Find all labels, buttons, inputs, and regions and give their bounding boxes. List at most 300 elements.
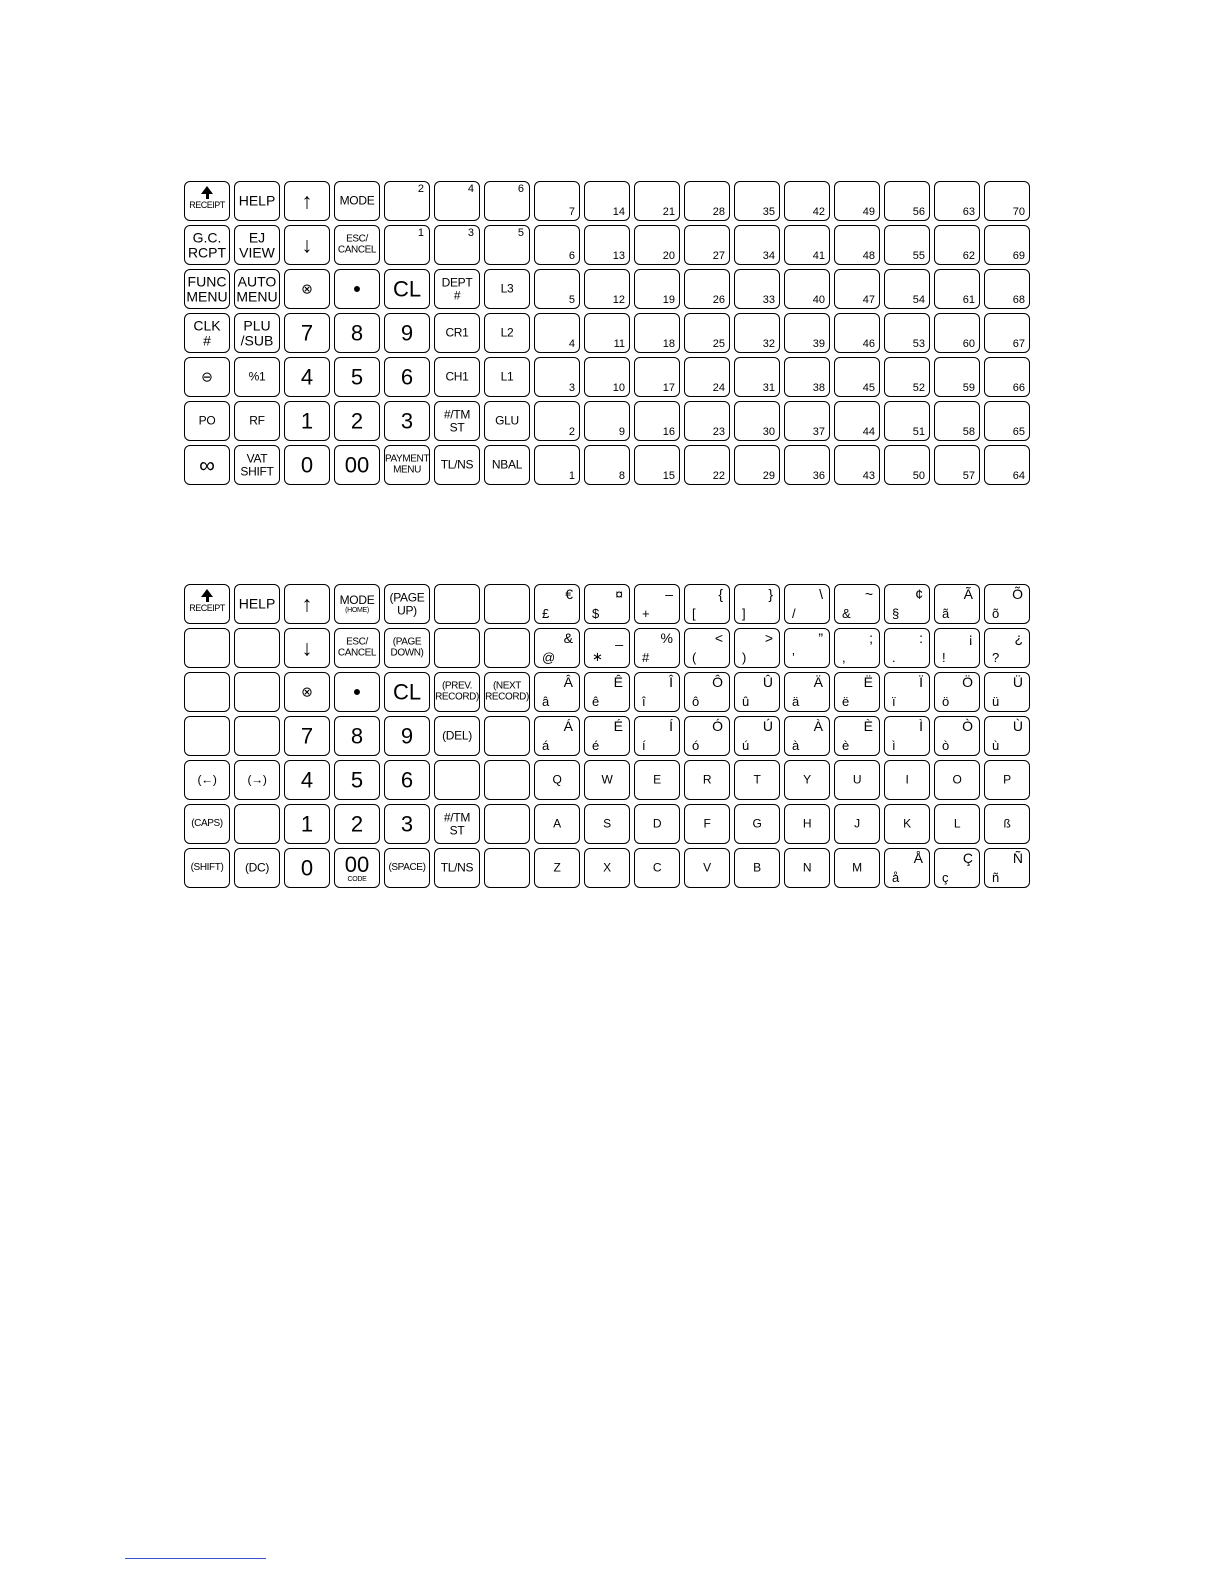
key-number: 65 bbox=[1012, 426, 1025, 438]
key-30[interactable] bbox=[734, 401, 780, 441]
func-menu-key[interactable] bbox=[184, 269, 230, 309]
key-35[interactable] bbox=[734, 181, 780, 221]
key-53[interactable] bbox=[884, 313, 930, 353]
letter-h-key[interactable] bbox=[784, 804, 830, 844]
key-25[interactable] bbox=[684, 313, 730, 353]
char-o-circ-key[interactable] bbox=[684, 672, 730, 712]
key-34[interactable] bbox=[734, 225, 780, 265]
key-label: R bbox=[702, 772, 712, 787]
tm-st-key[interactable] bbox=[434, 804, 480, 844]
key-2-plu[interactable] bbox=[534, 401, 580, 441]
char-semicolon-key[interactable] bbox=[834, 628, 880, 668]
key-16[interactable] bbox=[634, 401, 680, 441]
key-lower-char: @ bbox=[542, 650, 556, 665]
letter-p-key[interactable] bbox=[984, 760, 1030, 800]
char-c-cedilla-key[interactable] bbox=[934, 848, 980, 888]
key-upper-char: Î bbox=[669, 674, 673, 690]
char-u-uml-key[interactable] bbox=[984, 672, 1030, 712]
digit-4-key[interactable] bbox=[284, 760, 330, 800]
key-label: 7 bbox=[300, 723, 314, 749]
double-zero-code-key[interactable] bbox=[334, 848, 380, 888]
footnote-rule bbox=[125, 1558, 266, 1559]
key-61[interactable] bbox=[934, 269, 980, 309]
key-label: 7 bbox=[300, 320, 314, 346]
digit-7-key[interactable] bbox=[284, 313, 330, 353]
char-less-key[interactable] bbox=[684, 628, 730, 668]
percent1-key[interactable] bbox=[234, 357, 280, 397]
rf-key[interactable] bbox=[234, 401, 280, 441]
key-69[interactable] bbox=[984, 225, 1030, 265]
key-14[interactable] bbox=[584, 181, 630, 221]
char-a-uml-key[interactable] bbox=[784, 672, 830, 712]
key-number: 52 bbox=[912, 382, 925, 394]
char-brace-open-key[interactable] bbox=[684, 584, 730, 624]
po-key[interactable] bbox=[184, 401, 230, 441]
letter-o-key[interactable] bbox=[934, 760, 980, 800]
key-24[interactable] bbox=[684, 357, 730, 397]
key-number: 47 bbox=[862, 294, 875, 306]
key-64[interactable] bbox=[984, 445, 1030, 485]
char-u-grave-key[interactable] bbox=[984, 716, 1030, 756]
multiply-key[interactable] bbox=[284, 269, 330, 309]
letter-w-key[interactable] bbox=[584, 760, 630, 800]
key-label: N bbox=[802, 860, 812, 875]
char-at-key[interactable] bbox=[534, 628, 580, 668]
key-37[interactable] bbox=[784, 401, 830, 441]
blank-key[interactable] bbox=[184, 628, 230, 668]
dept-key[interactable] bbox=[434, 269, 480, 309]
help-key[interactable] bbox=[234, 181, 280, 221]
key-number: 22 bbox=[712, 470, 725, 482]
digit-9-key[interactable] bbox=[384, 313, 430, 353]
key-number: 60 bbox=[962, 338, 975, 350]
tl-ns-key[interactable] bbox=[434, 445, 480, 485]
key-36[interactable] bbox=[784, 445, 830, 485]
blank-key[interactable] bbox=[484, 628, 530, 668]
blank-key[interactable] bbox=[484, 804, 530, 844]
prev-record-key[interactable] bbox=[434, 672, 480, 712]
key-60[interactable] bbox=[934, 313, 980, 353]
page-down-key[interactable] bbox=[384, 628, 430, 668]
letter-u-key[interactable] bbox=[834, 760, 880, 800]
key-label: C bbox=[652, 860, 662, 875]
blank-key[interactable] bbox=[234, 716, 280, 756]
key-number: 46 bbox=[862, 338, 875, 350]
char-o-grave-key[interactable] bbox=[934, 716, 980, 756]
l3-key[interactable] bbox=[484, 269, 530, 309]
key-lower-char: § bbox=[892, 606, 900, 621]
gc-rcpt-key[interactable] bbox=[184, 225, 230, 265]
key-11[interactable] bbox=[584, 313, 630, 353]
key-8[interactable] bbox=[584, 445, 630, 485]
char-a-ring-key[interactable] bbox=[884, 848, 930, 888]
key-27[interactable] bbox=[684, 225, 730, 265]
char-u-acute-key[interactable] bbox=[734, 716, 780, 756]
key-50[interactable] bbox=[884, 445, 930, 485]
char-cent-key[interactable] bbox=[884, 584, 930, 624]
char-i-acute-key[interactable] bbox=[634, 716, 680, 756]
dc-key[interactable] bbox=[234, 848, 280, 888]
letter-s-key[interactable] bbox=[584, 804, 630, 844]
char-i-uml-key[interactable] bbox=[884, 672, 930, 712]
right-arrow-key[interactable] bbox=[234, 760, 280, 800]
char-a-circ-key[interactable] bbox=[534, 672, 580, 712]
key-label: D bbox=[652, 816, 662, 831]
key-number: 39 bbox=[812, 338, 825, 350]
key-6-plu[interactable] bbox=[534, 225, 580, 265]
ej-view-key[interactable] bbox=[234, 225, 280, 265]
down-arrow-key[interactable] bbox=[284, 628, 330, 668]
key-7[interactable] bbox=[534, 181, 580, 221]
key-49[interactable] bbox=[834, 181, 880, 221]
key-41[interactable] bbox=[784, 225, 830, 265]
key-40[interactable] bbox=[784, 269, 830, 309]
key-67[interactable] bbox=[984, 313, 1030, 353]
key-21[interactable] bbox=[634, 181, 680, 221]
char-a-grave-key[interactable] bbox=[784, 716, 830, 756]
digit-6-key[interactable] bbox=[384, 760, 430, 800]
key-51[interactable] bbox=[884, 401, 930, 441]
blank-key[interactable] bbox=[484, 584, 530, 624]
blank-key[interactable] bbox=[484, 716, 530, 756]
char-euro-key[interactable] bbox=[534, 584, 580, 624]
digit-5-key[interactable] bbox=[334, 357, 380, 397]
key-upper-char: > bbox=[764, 630, 773, 646]
blank-key[interactable] bbox=[484, 848, 530, 888]
key-4-plu[interactable] bbox=[534, 313, 580, 353]
letter-v-key[interactable] bbox=[684, 848, 730, 888]
key-65[interactable] bbox=[984, 401, 1030, 441]
minus-key[interactable] bbox=[184, 357, 230, 397]
key-9[interactable] bbox=[584, 401, 630, 441]
down-arrow-key[interactable] bbox=[284, 225, 330, 265]
key-number: 66 bbox=[1012, 382, 1025, 394]
help-key[interactable] bbox=[234, 584, 280, 624]
letter-z-key[interactable] bbox=[534, 848, 580, 888]
key-label: L1 bbox=[500, 369, 514, 384]
key-number: 67 bbox=[1012, 338, 1025, 350]
key-lower-char: ò bbox=[942, 738, 950, 753]
letter-f-key[interactable] bbox=[684, 804, 730, 844]
digit-1-key[interactable] bbox=[284, 401, 330, 441]
receipt-key[interactable] bbox=[184, 181, 230, 221]
key-number: 59 bbox=[962, 382, 975, 394]
digit-0-key[interactable] bbox=[284, 445, 330, 485]
key-23[interactable] bbox=[684, 401, 730, 441]
nbal-key[interactable] bbox=[484, 445, 530, 485]
key-20[interactable] bbox=[634, 225, 680, 265]
char-brace-close-key[interactable] bbox=[734, 584, 780, 624]
letter-b-key[interactable] bbox=[734, 848, 780, 888]
double-zero-key[interactable] bbox=[334, 445, 380, 485]
char-e-uml-key[interactable] bbox=[834, 672, 880, 712]
key-upper-char: Ê bbox=[613, 674, 623, 690]
key-33[interactable] bbox=[734, 269, 780, 309]
key-number: 23 bbox=[712, 426, 725, 438]
key-label: 0 bbox=[300, 452, 314, 478]
key-38[interactable] bbox=[784, 357, 830, 397]
char-exclaim-key[interactable] bbox=[934, 628, 980, 668]
char-dash-key[interactable] bbox=[634, 584, 680, 624]
key-lower-char: + bbox=[642, 606, 650, 621]
key-13[interactable] bbox=[584, 225, 630, 265]
key-lower-char: ú bbox=[742, 738, 750, 753]
l1-key[interactable] bbox=[484, 357, 530, 397]
space-key[interactable] bbox=[384, 848, 430, 888]
cl-key[interactable] bbox=[384, 269, 430, 309]
char-u-circ-key[interactable] bbox=[734, 672, 780, 712]
digit-6-key[interactable] bbox=[384, 357, 430, 397]
vat-shift-key[interactable] bbox=[234, 445, 280, 485]
key-55[interactable] bbox=[884, 225, 930, 265]
char-i-grave-key[interactable] bbox=[884, 716, 930, 756]
digit-2-key[interactable] bbox=[334, 401, 380, 441]
key-39[interactable] bbox=[784, 313, 830, 353]
key-lower-char: ) bbox=[742, 650, 747, 665]
char-e-circ-key[interactable] bbox=[584, 672, 630, 712]
key-upper-char: Ã bbox=[963, 586, 973, 602]
digit-5-key[interactable] bbox=[334, 760, 380, 800]
char-o-acute-key[interactable] bbox=[684, 716, 730, 756]
char-quote-key[interactable] bbox=[784, 628, 830, 668]
char-i-circ-key[interactable] bbox=[634, 672, 680, 712]
key-2[interactable] bbox=[384, 181, 430, 221]
key-3-plu[interactable] bbox=[534, 357, 580, 397]
key-label: (PAGE DOWN) bbox=[390, 636, 424, 658]
key-52[interactable] bbox=[884, 357, 930, 397]
blank-key[interactable] bbox=[434, 584, 480, 624]
char-currency-key[interactable] bbox=[584, 584, 630, 624]
digit-9-key[interactable] bbox=[384, 716, 430, 756]
char-e-grave-key[interactable] bbox=[834, 716, 880, 756]
digit-4-key[interactable] bbox=[284, 357, 330, 397]
digit-2-key[interactable] bbox=[334, 804, 380, 844]
key-number: 63 bbox=[962, 206, 975, 218]
key-5[interactable] bbox=[484, 225, 530, 265]
glu-key[interactable] bbox=[484, 401, 530, 441]
key-1[interactable] bbox=[384, 225, 430, 265]
blank-key[interactable] bbox=[184, 672, 230, 712]
decimal-point-key[interactable] bbox=[334, 269, 380, 309]
key-label: 4 bbox=[300, 767, 314, 793]
key-48[interactable] bbox=[834, 225, 880, 265]
letter-j-key[interactable] bbox=[834, 804, 880, 844]
key-66[interactable] bbox=[984, 357, 1030, 397]
tm-st-key[interactable] bbox=[434, 401, 480, 441]
key-46[interactable] bbox=[834, 313, 880, 353]
cl-key[interactable] bbox=[384, 672, 430, 712]
letter-r-key[interactable] bbox=[684, 760, 730, 800]
char-percent-key[interactable] bbox=[634, 628, 680, 668]
key-3[interactable] bbox=[434, 225, 480, 265]
up-arrow-key[interactable] bbox=[284, 584, 330, 624]
ch1-key[interactable] bbox=[434, 357, 480, 397]
blank-key[interactable] bbox=[234, 804, 280, 844]
decimal-point-key[interactable] bbox=[334, 672, 380, 712]
key-47[interactable] bbox=[834, 269, 880, 309]
digit-0-key[interactable] bbox=[284, 848, 330, 888]
letter-c-key[interactable] bbox=[634, 848, 680, 888]
auto-menu-key[interactable] bbox=[234, 269, 280, 309]
key-68[interactable] bbox=[984, 269, 1030, 309]
key-lower-char: ï bbox=[892, 694, 896, 709]
key-label: (PREV. RECORD) bbox=[435, 680, 479, 702]
blank-key[interactable] bbox=[484, 760, 530, 800]
key-5-plu[interactable] bbox=[534, 269, 580, 309]
caps-key[interactable] bbox=[184, 804, 230, 844]
esc-cancel-key[interactable] bbox=[334, 628, 380, 668]
key-44[interactable] bbox=[834, 401, 880, 441]
key-lower-char: ∗ bbox=[592, 649, 603, 664]
letter-y-key[interactable] bbox=[784, 760, 830, 800]
key-upper-char: À bbox=[813, 718, 823, 734]
key-26[interactable] bbox=[684, 269, 730, 309]
key-1-plu[interactable] bbox=[534, 445, 580, 485]
letter-x-key[interactable] bbox=[584, 848, 630, 888]
key-31[interactable] bbox=[734, 357, 780, 397]
letter-d-key[interactable] bbox=[634, 804, 680, 844]
key-59[interactable] bbox=[934, 357, 980, 397]
key-upper-char: & bbox=[563, 630, 573, 646]
digit-8-key[interactable] bbox=[334, 313, 380, 353]
key-54[interactable] bbox=[884, 269, 930, 309]
key-18[interactable] bbox=[634, 313, 680, 353]
key-label: L bbox=[953, 816, 961, 831]
key-number: 55 bbox=[912, 250, 925, 262]
key-63[interactable] bbox=[934, 181, 980, 221]
letter-e-key[interactable] bbox=[634, 760, 680, 800]
blank-key[interactable] bbox=[434, 628, 480, 668]
key-number: 6 bbox=[517, 183, 524, 195]
char-slash-key[interactable] bbox=[784, 584, 830, 624]
key-15[interactable] bbox=[634, 445, 680, 485]
page-up-key[interactable] bbox=[384, 584, 430, 624]
key-28[interactable] bbox=[684, 181, 730, 221]
letter-l-key[interactable] bbox=[934, 804, 980, 844]
key-upper-char: € bbox=[565, 586, 573, 602]
key-lower-char: û bbox=[742, 694, 750, 709]
key-43[interactable] bbox=[834, 445, 880, 485]
blank-key[interactable] bbox=[234, 628, 280, 668]
esc-cancel-key[interactable] bbox=[334, 225, 380, 265]
letter-eszett-key[interactable] bbox=[984, 804, 1030, 844]
multiply-key[interactable] bbox=[284, 672, 330, 712]
clk-key[interactable] bbox=[184, 313, 230, 353]
key-label: MODE bbox=[339, 593, 375, 608]
digit-1-key[interactable] bbox=[284, 804, 330, 844]
key-lower-char: è bbox=[842, 738, 850, 753]
key-lower-char: ì bbox=[892, 738, 896, 753]
key-number: 5 bbox=[568, 294, 575, 306]
key-4[interactable] bbox=[434, 181, 480, 221]
blank-key[interactable] bbox=[184, 716, 230, 756]
letter-k-key[interactable] bbox=[884, 804, 930, 844]
key-58[interactable] bbox=[934, 401, 980, 441]
key-number: 35 bbox=[762, 206, 775, 218]
key-70[interactable] bbox=[984, 181, 1030, 221]
letter-g-key[interactable] bbox=[734, 804, 780, 844]
cr1-key[interactable] bbox=[434, 313, 480, 353]
char-tilde-key[interactable] bbox=[834, 584, 880, 624]
key-57[interactable] bbox=[934, 445, 980, 485]
up-arrow-key[interactable] bbox=[284, 181, 330, 221]
char-n-tilde-key[interactable] bbox=[984, 848, 1030, 888]
receipt-arrow-icon bbox=[201, 186, 213, 194]
letter-n-key[interactable] bbox=[784, 848, 830, 888]
key-upper-char: ¢ bbox=[915, 586, 923, 602]
key-19[interactable] bbox=[634, 269, 680, 309]
key-17[interactable] bbox=[634, 357, 680, 397]
letter-i-key[interactable] bbox=[884, 760, 930, 800]
key-12[interactable] bbox=[584, 269, 630, 309]
key-number: 51 bbox=[912, 426, 925, 438]
receipt-key[interactable] bbox=[184, 584, 230, 624]
char-o-uml-key[interactable] bbox=[934, 672, 980, 712]
key-10[interactable] bbox=[584, 357, 630, 397]
blank-key[interactable] bbox=[434, 760, 480, 800]
digit-3-key[interactable] bbox=[384, 401, 430, 441]
key-label: ↓ bbox=[301, 635, 313, 661]
key-label: B bbox=[753, 860, 761, 875]
key-62[interactable] bbox=[934, 225, 980, 265]
key-label: GLU bbox=[495, 413, 519, 428]
tl-ns-key[interactable] bbox=[434, 848, 480, 888]
digit-3-key[interactable] bbox=[384, 804, 430, 844]
char-a-tilde-key[interactable] bbox=[934, 584, 980, 624]
key-label: 8 bbox=[350, 723, 364, 749]
mode-home-key[interactable] bbox=[334, 584, 380, 624]
letter-t-key[interactable] bbox=[734, 760, 780, 800]
key-number: 12 bbox=[612, 294, 625, 306]
letter-q-key[interactable] bbox=[534, 760, 580, 800]
letter-a-key[interactable] bbox=[534, 804, 580, 844]
key-lower-char: á bbox=[542, 738, 550, 753]
char-question-key[interactable] bbox=[984, 628, 1030, 668]
key-upper-char: ” bbox=[818, 630, 823, 646]
char-o-tilde-key[interactable] bbox=[984, 584, 1030, 624]
key-label: 6 bbox=[400, 364, 414, 390]
key-32[interactable] bbox=[734, 313, 780, 353]
void-key[interactable] bbox=[184, 445, 230, 485]
char-a-acute-key[interactable] bbox=[534, 716, 580, 756]
key-22[interactable] bbox=[684, 445, 730, 485]
blank-key[interactable] bbox=[234, 672, 280, 712]
key-29[interactable] bbox=[734, 445, 780, 485]
key-upper-char: É bbox=[613, 718, 623, 734]
mode-key[interactable] bbox=[334, 181, 380, 221]
char-colon-key[interactable] bbox=[884, 628, 930, 668]
payment-menu-key[interactable] bbox=[384, 445, 430, 485]
key-56[interactable] bbox=[884, 181, 930, 221]
key-45[interactable] bbox=[834, 357, 880, 397]
letter-m-key[interactable] bbox=[834, 848, 880, 888]
char-greater-key[interactable] bbox=[734, 628, 780, 668]
char-e-acute-key[interactable] bbox=[584, 716, 630, 756]
l2-key[interactable] bbox=[484, 313, 530, 353]
key-42[interactable] bbox=[784, 181, 830, 221]
del-key[interactable] bbox=[434, 716, 480, 756]
key-number: 53 bbox=[912, 338, 925, 350]
digit-8-key[interactable] bbox=[334, 716, 380, 756]
key-label: 1 bbox=[300, 408, 314, 434]
key-6[interactable] bbox=[484, 181, 530, 221]
shift-key[interactable] bbox=[184, 848, 230, 888]
digit-7-key[interactable] bbox=[284, 716, 330, 756]
char-underscore-key[interactable] bbox=[584, 628, 630, 668]
left-arrow-key[interactable] bbox=[184, 760, 230, 800]
next-record-key[interactable] bbox=[484, 672, 530, 712]
plu-sub-key[interactable] bbox=[234, 313, 280, 353]
